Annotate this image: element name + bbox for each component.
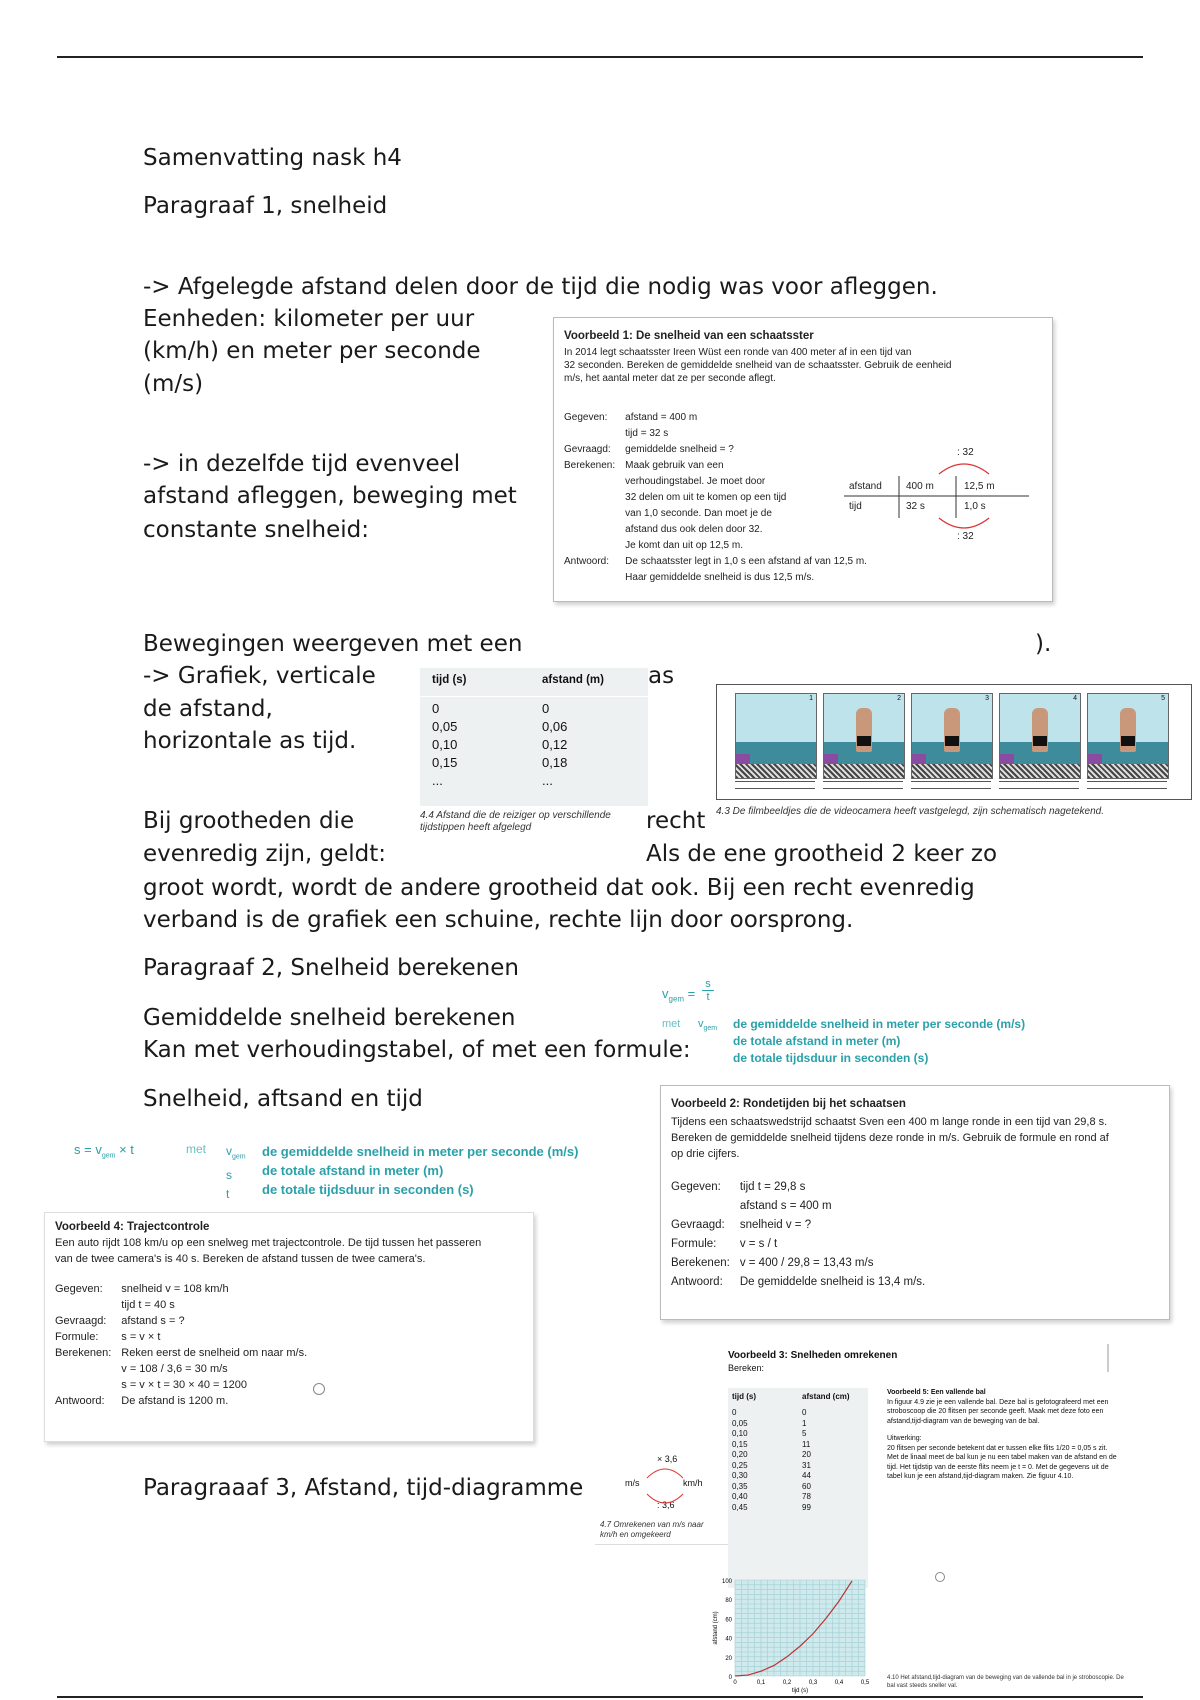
vb2-work-row: [671, 1178, 925, 1197]
fall-time-cell: 0,45: [732, 1502, 748, 1512]
vb1-work-label: [564, 538, 625, 554]
caption-4-10: 4.10 Het afstand,tijd-diagram van de beweging van de vallende bal in je stroboscopie. De bal vast steeds sneller val.: [887, 1675, 1124, 1689]
ratio-tijd: tijd: [849, 501, 862, 512]
film-frame: [735, 693, 817, 779]
t44-dist-cell: 0: [542, 701, 550, 716]
ratio-arrows: [844, 446, 1034, 546]
vb1-work-value: Maak gebruik van een: [625, 460, 724, 471]
vb2-work-value: v = 400 / 29,8 = 13,43 m/s: [739, 1257, 874, 1269]
conv-arrows: [625, 1454, 715, 1514]
vb4-work-row: [55, 1297, 307, 1313]
fall-time-cell: 0: [732, 1408, 737, 1417]
vb2-work-row: [671, 1197, 925, 1216]
vb1-work-row: [564, 522, 867, 538]
vb1-work-row: [564, 570, 867, 586]
vb1-work-label: [564, 474, 625, 490]
vb1-work-value: verhoudingstabel. Je moet door: [625, 476, 766, 487]
frame-number: 1: [809, 695, 813, 702]
f1-lhs: $v_{gem}$ =: [662, 986, 696, 1004]
formula-2: [70, 1140, 630, 1200]
conv-top: × 3,6: [657, 1454, 678, 1464]
vb4-work-value: tijd t = 40 s: [121, 1299, 175, 1311]
ratio-10: 1,0 s: [964, 501, 986, 512]
film-frame: [823, 693, 905, 779]
f2-met: met: [186, 1142, 207, 1156]
t44-time-cell: 0: [432, 701, 440, 716]
y-tick: 60: [725, 1617, 732, 1624]
vb2-work-value: De gemiddelde snelheid is 13,4 m/s.: [739, 1276, 926, 1288]
p1-line1: -> Afgelegde afstand delen door de tijd die nodig was voor afleggen.: [143, 274, 938, 300]
fall-time-cell: 0,35: [732, 1481, 748, 1491]
vb1-work-row: [564, 410, 867, 426]
vb4-work-label: [55, 1297, 121, 1313]
fall-table-h2: afstand (cm): [802, 1392, 850, 1401]
x-tick: 0,4: [834, 1680, 844, 1686]
example-1-box: [553, 317, 1053, 602]
vb1-work-value: Je komt dan uit op 12,5 m.: [625, 540, 743, 551]
vb1-work-row: [564, 426, 867, 442]
vb1-work-row: [564, 458, 867, 474]
caption-4-4: 4.4 Afstand die de reiziger op verschillende tijdstippen heeft afgelegd: [420, 810, 611, 833]
p1-constant-2: afstand afleggen, beweging met: [143, 483, 517, 509]
example-3-area: [595, 1344, 1135, 1694]
f1-num: s: [705, 978, 711, 990]
frame-number: 3: [985, 695, 989, 702]
vb1-work-row: [564, 490, 867, 506]
example-4-title: Voorbeeld 4: Trajectcontrole: [55, 1221, 210, 1233]
vb1-work-row: [564, 474, 867, 490]
y-tick: 100: [721, 1579, 732, 1585]
t44-dist-cell: ...: [542, 773, 553, 788]
crosshair-icon: [313, 1383, 325, 1395]
graph-line-2: de afstand,: [143, 696, 273, 722]
vb1-work-row: [564, 506, 867, 522]
example-5-text: Voorbeeld 5: Een vallende bal In figuur 4.9 zie je een vallende bal. Deze bal is gefotografeerd met een stroboscoop die 20 flitsen per seconde geeft. Maak met deze foto een afstand,tijd-diagram van de beweging van de bal. Uitwerking: 20 flitsen per seconde betekent dat er tussen elke flits 1/20 = 0,05 s zit. Met de linaal meet de bal kun je nu een tabel maken van de afstand en de tijd. Het tijdstip van de eerste flits neem je t = 0. Met de gegevens uit de tabel kun je een afstand,tijd-diagram maken. Zie figuur 4.10.: [887, 1389, 1117, 1480]
vb2-work-label: Gegeven:: [671, 1181, 721, 1193]
example-1-title: Voorbeeld 1: De snelheid van een schaatsster: [564, 330, 814, 342]
example-2-work: [671, 1178, 925, 1292]
div-label-top: : 32: [957, 447, 974, 458]
example-2-box: [660, 1085, 1170, 1320]
vb2-work-value: afstand s = 400 m: [739, 1200, 832, 1212]
table-4-4: [420, 668, 648, 806]
example-3-sub: Bereken:: [728, 1363, 765, 1373]
prop-line-1: Bij grootheden die: [143, 808, 355, 834]
frame-number: 5: [1161, 695, 1165, 702]
vb4-work-value: snelheid v = 108 km/h: [121, 1283, 229, 1295]
t44-header-time: tijd (s): [432, 674, 467, 686]
t44-time-cell: ...: [432, 773, 443, 788]
f1-met: met: [662, 1018, 681, 1030]
vb1-work-label: [564, 522, 625, 538]
y-tick: 0: [728, 1675, 732, 1681]
t44-time-cell: 0,15: [432, 755, 458, 770]
vb2-work-row: [671, 1273, 925, 1292]
figure-4-3: [716, 684, 1192, 800]
frame-number: 2: [897, 695, 901, 702]
vb1-work-label: [564, 570, 625, 586]
caption-4-7: 4.7 Omrekenen van m/s naar km/h en omgekeerd: [600, 1520, 704, 1539]
ratio-32: 32 s: [906, 501, 925, 512]
fall-dist-cell: 44: [802, 1471, 811, 1480]
vb4-work-row: [55, 1393, 307, 1409]
t44-dist-cell: 0,06: [542, 719, 568, 734]
fall-time-cell: 0,40: [732, 1492, 748, 1501]
graph-line-1: -> Grafiek, verticale: [143, 663, 376, 689]
vb2-work-label: [671, 1197, 740, 1216]
vb4-work-label: Gevraagd:: [55, 1315, 107, 1327]
p1-heading: Paragraaf 1, snelheid: [143, 193, 388, 219]
vb4-work-value: v = 108 / 3,6 = 30 m/s: [121, 1363, 228, 1375]
y-tick: 80: [725, 1598, 732, 1605]
f1-den: t: [706, 991, 710, 1003]
vb1-work-value: gemiddelde snelheid = ?: [625, 444, 734, 455]
x-tick: 0,3: [808, 1680, 818, 1686]
p2-sat: Snelheid, aftsand en tijd: [143, 1086, 423, 1112]
vb1-work-value: Haar gemiddelde snelheid is dus 12,5 m/s.: [625, 572, 815, 583]
vb1-work-value: van 1,0 seconde. Dan moet je de: [625, 508, 772, 519]
fall-dist-cell: 5: [802, 1429, 807, 1438]
fall-table-h1: tijd (s): [732, 1392, 756, 1401]
t44-dist-cell: 0,18: [542, 755, 568, 770]
p1-constant-3: constante snelheid:: [143, 517, 370, 543]
y-axis-label: afstand (cm): [713, 1611, 719, 1645]
formula-1: [658, 978, 1078, 1068]
vb1-work-label: Berekenen:: [564, 460, 616, 471]
vb2-work-row: [671, 1216, 925, 1235]
graph-as: as: [648, 663, 675, 689]
crosshair-icon: [935, 1572, 945, 1582]
p2-method: Kan met verhoudingstabel, of met een formule:: [143, 1037, 691, 1063]
frame-number: 4: [1073, 695, 1077, 702]
vb4-work-row: [55, 1313, 307, 1329]
div-label-bottom: : 32: [957, 531, 974, 542]
vb2-work-value: snelheid v = ?: [739, 1219, 812, 1231]
example-1-intro: In 2014 legt schaatsster Ireen Wüst een ronde van 400 meter af in een tijd van 32 seconden. Bereken de gemiddelde snelheid van de schaatsster. Gebruik de eenheid m/s, het aantal meter dat ze per seconde aflegt.: [564, 347, 952, 384]
fall-time-cell: 0,25: [732, 1460, 748, 1470]
vb1-work-row: [564, 442, 867, 458]
vb4-work-label: Formule:: [55, 1331, 99, 1343]
vb4-work-value: De afstand is 1200 m.: [121, 1395, 229, 1407]
p1-constant-1: -> in dezelfde tijd evenveel: [143, 451, 461, 477]
vb4-work-label: [55, 1377, 121, 1393]
fall-dist-cell: 1: [802, 1418, 807, 1428]
fall-table: [728, 1388, 868, 1588]
fall-dist-cell: 11: [802, 1439, 811, 1449]
vb2-work-row: [671, 1235, 925, 1254]
conv-bottom: : 3,6: [657, 1500, 675, 1510]
vb2-work-label: Formule:: [671, 1238, 717, 1250]
vb4-work-row: [55, 1345, 307, 1361]
fall-dist-cell: 31: [802, 1460, 811, 1470]
fall-time-cell: 0,20: [732, 1450, 748, 1459]
f2-defs: de gemiddelde snelheid in meter per seconde (m/s) de totale afstand in meter (m) de totale tijdsduur in seconden (s): [262, 1144, 579, 1197]
vb4-work-value: s = v × t: [121, 1331, 161, 1343]
vb4-work-row: [55, 1329, 307, 1345]
example-4-intro: Een auto rijdt 108 km/u op een snelweg met trajectcontrole. De tijd tussen het passeren van de twee camera's is 40 s. Bereken de afstand tussen de twee camera's.: [55, 1237, 482, 1265]
vb4-work-label: Berekenen:: [55, 1347, 112, 1359]
prop-line-4: verband is de grafiek een schuine, rechte lijn door oorsprong.: [143, 907, 854, 933]
fall-dist-cell: 60: [802, 1481, 811, 1491]
example-2-title: Voorbeeld 2: Rondetijden bij het schaatsen: [671, 1098, 906, 1110]
vb4-work-value: s = v × t = 30 × 40 = 1200: [121, 1379, 247, 1391]
x-axis-label: tijd (s): [791, 1688, 809, 1694]
ratio-125: 12,5 m: [964, 481, 995, 492]
example-4-box: [44, 1212, 534, 1442]
vb2-work-label: Gevraagd:: [671, 1219, 725, 1231]
fall-dists-col: [802, 1408, 811, 1513]
y-tick: 20: [725, 1655, 732, 1662]
fall-times-col: [732, 1408, 748, 1513]
vb4-work-value: afstand s = ?: [121, 1315, 185, 1327]
vb1-work-value: afstand = 400 m: [625, 412, 698, 423]
x-tick: 0,5: [860, 1680, 870, 1686]
x-tick: 0,1: [756, 1680, 766, 1686]
vb2-work-label: Antwoord:: [671, 1276, 723, 1288]
vb1-work-label: Gegeven:: [564, 412, 608, 423]
f1-symbol: $v_{gem}$: [698, 1018, 718, 1033]
vb1-work-label: [564, 426, 625, 442]
ratio-400: 400 m: [906, 481, 934, 492]
t44-time-cell: 0,05: [432, 719, 458, 734]
vb4-work-row: [55, 1281, 307, 1297]
bew-line: Bewegingen weergeven met een: [143, 631, 523, 657]
vb1-work-label: [564, 506, 625, 522]
prop-rest: Als de ene grootheid 2 keer zo: [646, 841, 998, 867]
page-title: Samenvatting nask h4: [143, 145, 402, 171]
conversion-diagram: [625, 1454, 715, 1514]
vb2-work-row: [671, 1254, 925, 1273]
p1-units-3: (m/s): [143, 371, 204, 397]
vb1-work-value: tijd = 32 s: [625, 428, 669, 439]
vb1-work-value: 32 delen om uit te komen op een tijd: [625, 492, 787, 503]
p2-heading: Paragraaf 2, Snelheid berekenen: [143, 955, 519, 981]
vb1-work-value: afstand dus ook delen door 32.: [625, 524, 763, 535]
f1-defs: de gemiddelde snelheid in meter per seconde (m/s) de totale afstand in meter (m) de totale tijdsduur in seconden (s): [733, 1017, 1026, 1065]
vb4-work-label: Antwoord:: [55, 1395, 105, 1407]
fall-dist-cell: 20: [802, 1450, 811, 1459]
fall-chart: [705, 1576, 875, 1694]
f2-main: $s = v_{gem} \times t$: [74, 1142, 134, 1160]
x-tick: 0: [733, 1680, 737, 1686]
t44-dist-cell: 0,12: [542, 737, 568, 752]
y-tick: 40: [725, 1636, 732, 1643]
conv-right: km/h: [683, 1478, 703, 1488]
p2-avg: Gemiddelde snelheid berekenen: [143, 1005, 516, 1031]
fall-dist-cell: 0: [802, 1408, 807, 1417]
t44-time-cell: 0,10: [432, 737, 458, 752]
vb4-work-row: [55, 1361, 307, 1377]
example-3-title: Voorbeeld 3: Snelheden omrekenen: [728, 1350, 898, 1361]
fall-time-cell: 0,30: [732, 1471, 748, 1480]
vb4-work-row: [55, 1377, 307, 1393]
vb1-work-label: Antwoord:: [564, 556, 610, 567]
film-frame: [911, 693, 993, 779]
caption-4-3: 4.3 De filmbeeldjes die de videocamera heeft vastgelegd, zijn schematisch nagetekend.: [716, 806, 1105, 817]
example-1-work: [564, 410, 867, 586]
ratio-afstand: afstand: [849, 481, 882, 492]
p1-units-2: (km/h) en meter per seconde: [143, 338, 481, 364]
footer-rule: [57, 1696, 1143, 1698]
fall-time-cell: 0,05: [732, 1418, 748, 1428]
example-2-intro: Tijdens een schaatswedstrijd schaatst Sven een 400 m lange ronde in een tijd van 29,8 s. Bereken de gemiddelde snelheid tijdens deze ronde in m/s. Gebruik de formule en rond af op drie cijfers.: [671, 1116, 1109, 1160]
prop-line-2: evenredig zijn, geldt:: [143, 841, 387, 867]
p1-units-1: Eenheden: kilometer per uur: [143, 306, 475, 332]
vb1-work-row: [564, 538, 867, 554]
t44-times-col: [432, 700, 457, 790]
f2-syms: $v_{gem}$ s t: [226, 1144, 246, 1202]
vb4-work-label: [55, 1361, 121, 1377]
film-frame: [999, 693, 1081, 779]
vb1-work-label: [564, 490, 625, 506]
bew-close: ).: [1035, 631, 1052, 657]
graph-line-3: horizontale as tijd.: [143, 728, 357, 754]
film-frame: [1087, 693, 1169, 779]
vb2-work-value: v = s / t: [739, 1238, 778, 1250]
fall-time-cell: 0,15: [732, 1439, 748, 1449]
prop-line-3: groot wordt, wordt de andere grootheid dat ook. Bij een recht evenredig: [143, 875, 975, 901]
vb2-work-label: Berekenen:: [671, 1257, 730, 1269]
conv-left: m/s: [625, 1478, 640, 1488]
vb1-work-value: De schaatsster legt in 1,0 s een afstand af van 12,5 m.: [625, 556, 867, 567]
vb4-work-label: Gegeven:: [55, 1283, 103, 1295]
t44-header-dist: afstand (m): [542, 674, 604, 686]
prop-recht: recht: [646, 808, 706, 834]
vb2-work-value: tijd t = 29,8 s: [739, 1181, 806, 1193]
vb1-work-row: [564, 554, 867, 570]
header-rule: [57, 56, 1143, 58]
vb4-work-value: Reken eerst de snelheid om naar m/s.: [121, 1347, 308, 1359]
fall-dist-cell: 78: [802, 1492, 811, 1501]
x-tick: 0,2: [782, 1680, 792, 1686]
vb1-work-label: Gevraagd:: [564, 444, 611, 455]
t44-dists-col: [542, 700, 567, 790]
fall-dist-cell: 99: [802, 1502, 811, 1512]
example-4-work: [55, 1281, 307, 1409]
fall-time-cell: 0,10: [732, 1429, 748, 1438]
p3-heading: Paragraaaf 3, Afstand, tijd-diagramme: [143, 1475, 584, 1501]
